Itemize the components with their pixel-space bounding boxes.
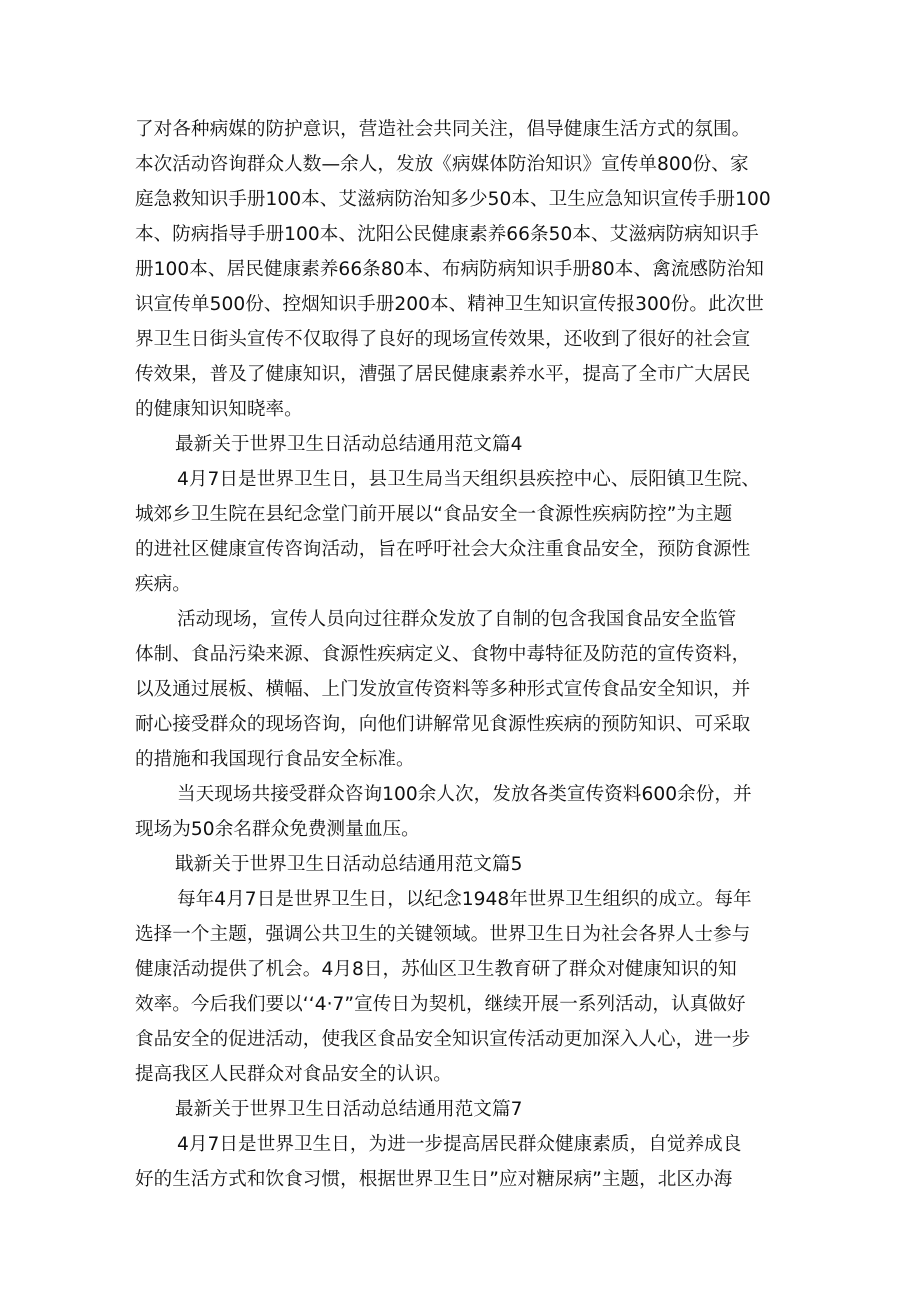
text-line: 本、防病指导手册100本、沈阳公民健康素养66条50本、艾滋病防病知识手 — [135, 224, 759, 245]
text-line: 的健康知识知晓率。 — [135, 399, 303, 420]
text-line: 效率。今后我们要以‘‘4·7”宣传日为契机，继续开展一系列活动，认真做好 — [135, 994, 746, 1015]
text-line: 健康活动提供了机会。4月8日，苏仙区卫生教育研了群众对健康知识的知 — [135, 959, 737, 980]
text-line: 的进社区健康宣传咨询活动，旨在呼吁社会大众注重食品安全，预防食源性 — [135, 539, 751, 560]
text-line: 庭急救知识手册100本、艾滋病防治知多少50本、卫生应急知识宣传手册100 — [135, 189, 771, 210]
text-line: 4月7日是世界卫生日，县卫生局当天组织县疾控中心、辰阳镇卫生院、 — [177, 469, 761, 490]
text-line: 选择一个主题，强调公共卫生的关键领域。世界卫生日为社会各界人士参与 — [135, 924, 751, 945]
text-line: 体制、食品污染来源、食源性疾病定义、食物中毒特征及防范的宣传资料， — [135, 644, 751, 665]
text-line: 本次活动咨询群众人数—余人，发放《病媒体防治知识》宣传单800份、家 — [135, 154, 749, 175]
text-line: 4月7日是世界卫生日，为进一步提高居民群众健康素质，自觉养成良 — [177, 1134, 742, 1155]
text-line: 活动现场，宣传人员向过往群众发放了自制的包含我国食品安全监管 — [177, 609, 737, 630]
document-page — [135, 112, 795, 1197]
text-line: 食品安全的促进活动，使我区食品安全知识宣传活动更加深入人心，进一步 — [135, 1029, 751, 1050]
section-heading: 最新关于世界卫生日活动总结通用范文篇4 — [175, 434, 523, 455]
text-line: 以及通过展板、横幅、上门发放宣传资料等多种形式宣传食品安全知识，并 — [135, 679, 751, 700]
text-line: 每年4月7日是世界卫生日，以纪念1948年世界卫生组织的成立。每年 — [177, 889, 752, 910]
text-line: 了对各种病媒的防护意识，营造社会共同关注，倡导健康生活方式的氛围。 — [135, 119, 751, 140]
document-body — [135, 112, 795, 1197]
section-heading: 戢新关于世界卫生日活动总结通用范文篇5 — [175, 854, 523, 875]
text-line: 现场为50余名群众免费测量血压。 — [135, 819, 420, 840]
text-line: 耐心接受群众的现场咨询，向他们讲解常见食源性疾病的预防知识、可采取 — [135, 714, 751, 735]
text-line: 好的生活方式和饮食习惯，根据世界卫生日”应对糖尿病”主题，北区办海 — [135, 1169, 733, 1190]
text-line: 当天现场共接受群众咨询100余人次，发放各类宣传资料600余份，并 — [177, 784, 752, 805]
text-line: 城郊乡卫生院在县纪念堂门前开展以“食品安全一食源性疾病防控”为主题 — [135, 504, 733, 525]
text-line: 疾病。 — [135, 574, 191, 595]
text-line: 册100本、居民健康素养66条80本、布病防病知识手册80本、禽流感防治知 — [135, 259, 764, 280]
text-line: 界卫生日街头宣传不仅取得了良好的现场宣传效果，还收到了很好的社会宣 — [135, 329, 751, 350]
section-heading: 最新关于世界卫生日活动总结通用范文篇7 — [175, 1099, 523, 1120]
text-line: 提高我区人民群众对食品安全的认识。 — [135, 1064, 452, 1085]
text-line: 传效果，普及了健康知识，漕强了居民健康素养水平，提高了全市广大居民 — [135, 364, 751, 385]
text-line: 的措施和我国现行食品安全标准。 — [135, 749, 415, 770]
text-line: 识宣传单500份、控烟知识手册200本、精神卫生知识宣传报300份。此次世 — [135, 294, 764, 315]
